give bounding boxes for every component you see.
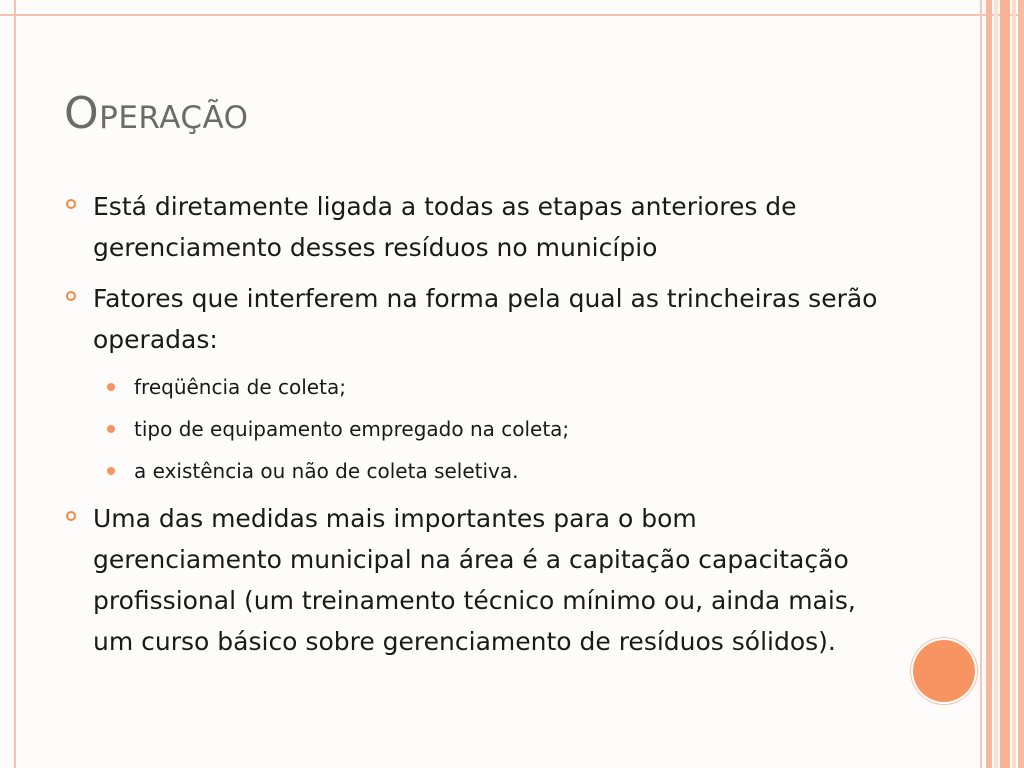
sub-bullet-item xyxy=(66,450,886,492)
slide-content xyxy=(66,186,886,672)
filled-dot-bullet-icon xyxy=(107,467,115,475)
hollow-circle-bullet-icon xyxy=(66,199,76,209)
filled-dot-bullet-icon xyxy=(107,383,115,391)
sub-bullet-text: tipo de equipamento empregado na coleta; xyxy=(134,417,570,441)
bullet-item xyxy=(66,498,886,662)
right-stripe xyxy=(1018,0,1024,768)
right-stripe xyxy=(980,0,982,768)
bullet-item xyxy=(66,278,886,360)
hollow-circle-bullet-icon xyxy=(66,291,76,301)
bullet-text: Está diretamente ligada a todas as etapas anteriores de gerenciamento desses resíduos no município xyxy=(93,192,797,262)
bullet-text: Uma das medidas mais importantes para o bom gerenciamento municipal na área é a capitação capacitação profissional (um treinamento técnico mínimo ou, ainda mais, um curso básico sobre gerenciamento de resíduos sólidos). xyxy=(93,504,856,656)
slide-title: Operação xyxy=(64,88,249,139)
sub-bullet-text: freqüência de coleta; xyxy=(134,375,346,399)
right-stripe xyxy=(1012,0,1016,768)
sub-bullet-item xyxy=(66,408,886,450)
frame-top-line xyxy=(0,14,1024,16)
right-stripe xyxy=(994,0,998,768)
right-stripe xyxy=(986,0,992,768)
right-stripe xyxy=(1000,0,1010,768)
sub-bullet-item xyxy=(66,366,886,408)
sub-bullet-list xyxy=(66,366,886,492)
frame-left-line xyxy=(14,0,16,768)
sub-bullet-text: a existência ou não de coleta seletiva. xyxy=(134,459,519,483)
bullet-item xyxy=(66,186,886,268)
hollow-circle-bullet-icon xyxy=(66,511,76,521)
orange-circle-decoration xyxy=(913,640,975,702)
bullet-text: Fatores que interferem na forma pela qual as trincheiras serão operadas: xyxy=(93,284,878,354)
filled-dot-bullet-icon xyxy=(107,425,115,433)
